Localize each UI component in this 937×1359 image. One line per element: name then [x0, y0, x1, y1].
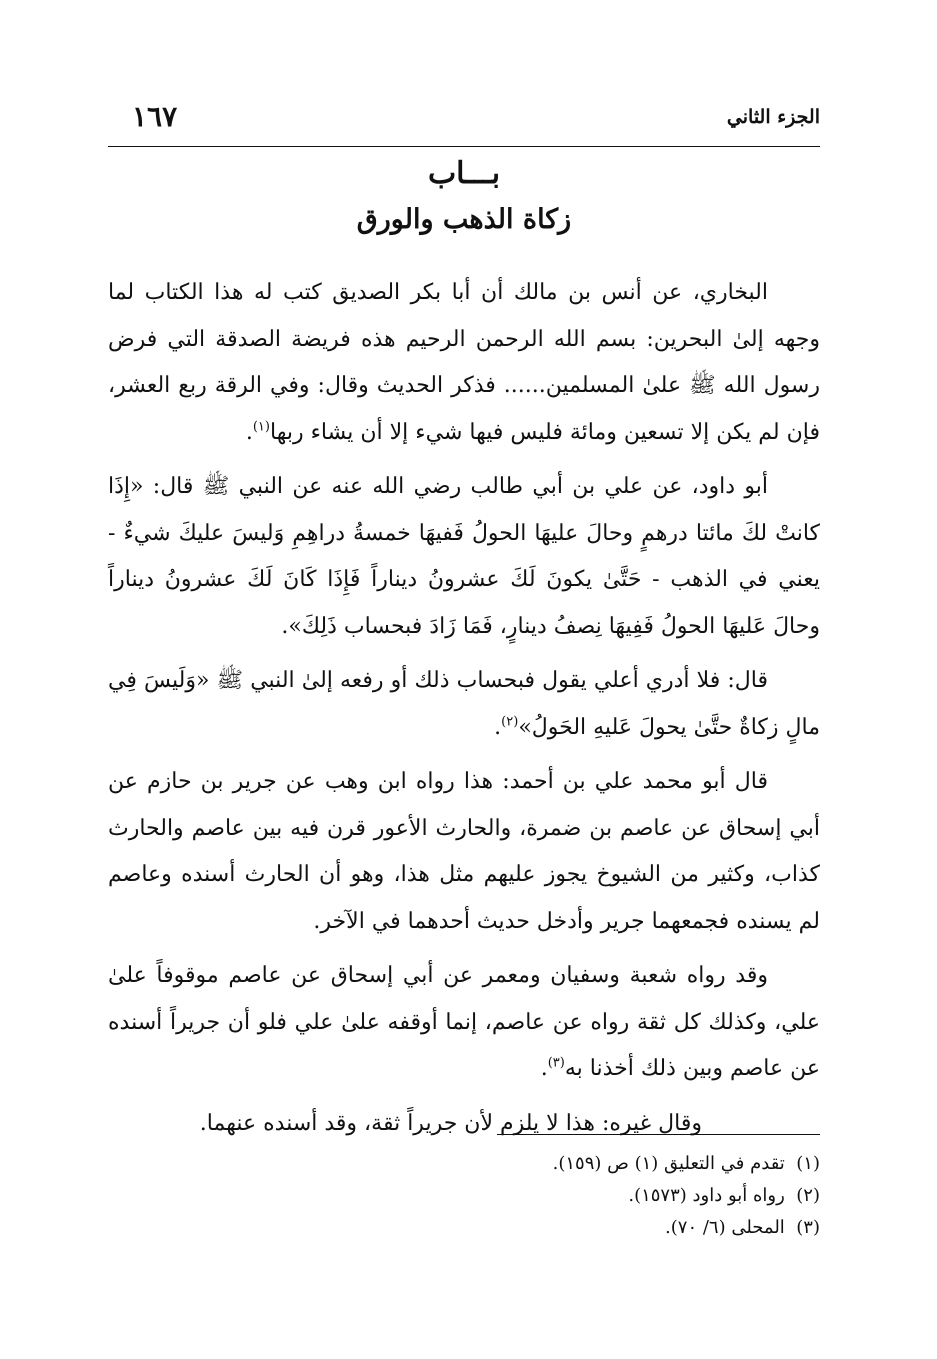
- paragraph-bukhari: [108, 270, 820, 456]
- page-header: [108, 100, 820, 142]
- paragraph-end: .: [199, 1110, 207, 1136]
- footnote-number: (٢): [796, 1185, 820, 1206]
- paragraph-text: قال: فلا أدري أعلي يقول فبحساب ذلك أو رفعه إلىٰ النبي ﷺ «وَلَيسَ فِي مالٍ زكاةٌ حتَّىٰ يحولَ عَليهِ الحَولُ»: [108, 668, 820, 740]
- footnote-text: رواه أبو داود (١٥٧٣).: [628, 1185, 785, 1206]
- footnote-number: (٣): [796, 1217, 820, 1238]
- paragraph-text: أبو داود، عن علي بن أبي طالب رضي الله عنه عن النبي ﷺ قال: «إِذَا كانتْ لكَ مائتا درهمٍ وحالَ عليهَا الحولُ فَفيهَا خمسةُ دراهِمِ وَليسَ عليكَ شيءٌ - يعني في الذهب - حَتَّىٰ يكونَ لَكَ عشرونُ ديناراً فَإِذَا كَانَ لَكَ عشرونُ ديناراً وحالَ عَليهَا الحولُ فَفِيهَا نِصفُ دينارٍ، فَمَا زَادَ فبحساب ذَلِكَ»: [108, 474, 820, 639]
- header-divider: [108, 146, 820, 147]
- paragraph-qala: [108, 658, 820, 751]
- chapter-subtitle: زكاة الذهب والورق: [356, 204, 572, 235]
- footnote-marker: (١): [252, 419, 270, 435]
- footnote-2: [108, 1180, 820, 1212]
- paragraph-text: البخاري، عن أنس بن مالك أن أبا بكر الصديق كتب له هذا الكتاب لما وجهه إلىٰ البحرين: بسم الله الرحمن الرحيم هذه فريضة الصدقة التي فرض رسول الله ﷺ علىٰ المسلمين...... فذكر الحديث وقال: وفي الرقة ربع العشر، فإن لم يكن إلا تسعين ومائة فليس فيها شيء إلا أن يشاء ربها: [108, 280, 820, 445]
- page-number: ١٦٧: [132, 100, 178, 133]
- paragraph-ghayruh: [108, 1101, 820, 1148]
- footnote-marker: (٢): [501, 714, 519, 730]
- footnote-number: (١): [796, 1153, 820, 1174]
- volume-title: الجزء الثاني: [726, 106, 820, 128]
- footnote-text: المحلى (٦/ ٧٠).: [665, 1217, 785, 1238]
- paragraph-end: .: [494, 714, 502, 740]
- paragraph-end: .: [540, 1056, 548, 1081]
- footnote-1: [108, 1148, 820, 1180]
- paragraph-text: وقال غيره: هذا لا يلزم لأن جريراً ثقة، وقد أسنده عنهما: [206, 1110, 702, 1136]
- main-text: [108, 270, 820, 1155]
- paragraph-shuba: [108, 953, 820, 1093]
- chapter-title: بـــاب: [427, 156, 501, 191]
- paragraph-abu-muhammad: [108, 759, 820, 945]
- paragraph-end: .: [281, 613, 289, 639]
- footnote-3: [108, 1212, 820, 1244]
- paragraph-end: .: [245, 419, 253, 445]
- footnotes: [108, 1148, 820, 1244]
- paragraph-text: وقد رواه شعبة وسفيان ومعمر عن أبي إسحاق عن عاصم موقوفاً علىٰ علي، وكذلك كل ثقة رواه عن عاصم، إنما أوقفه علىٰ علي فلو أن جريراً أسنده عن عاصم وبين ذلك أخذنا به: [108, 963, 820, 1081]
- footnote-divider: [497, 1134, 820, 1135]
- footnote-marker: (٣): [547, 1055, 565, 1071]
- paragraph-abu-dawud: [108, 464, 820, 650]
- paragraph-end: .: [313, 908, 321, 934]
- paragraph-text: قال أبو محمد علي بن أحمد: هذا رواه ابن وهب عن جرير بن حازم عن أبي إسحاق عن عاصم بن ضمرة، والحارث الأعور قرن فيه بين عاصم والحارث كذاب، وكثير من الشيوخ يجوز عليهم مثل هذا، وهو أن الحارث أسنده وعاصم لم يسنده فجمعهما جرير وأدخل حديث أحدهما في الآخر: [108, 769, 820, 934]
- footnote-text: تقدم في التعليق (١) ص (١٥٩).: [552, 1153, 785, 1174]
